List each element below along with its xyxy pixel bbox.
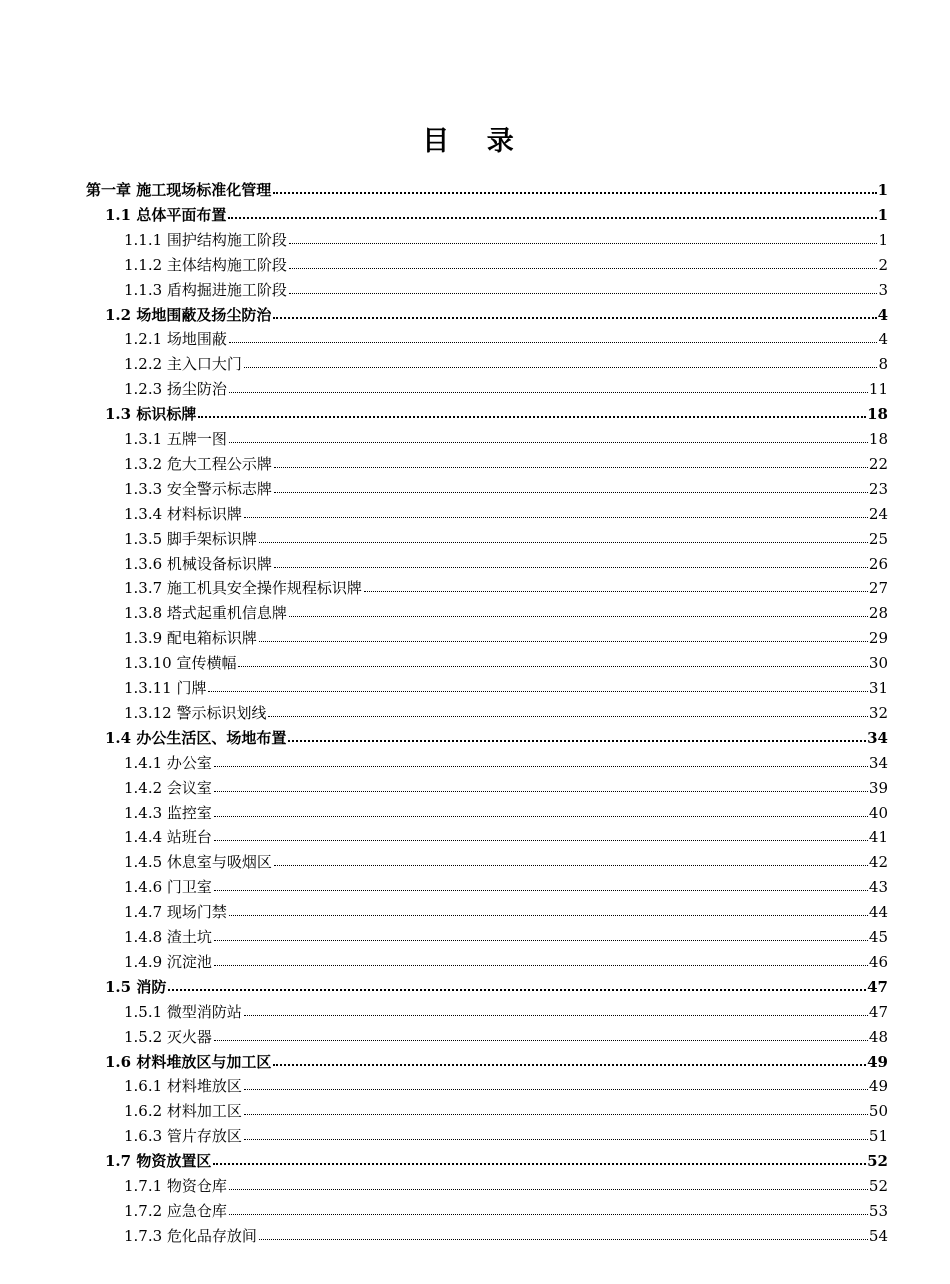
toc-entry-level-3[interactable]: [124, 622, 888, 647]
toc-entry-label: 1.6 材料堆放区与加工区: [105, 1052, 272, 1071]
toc-entry-label: 1.3.9 配电箱标识牌: [124, 629, 257, 648]
toc-entry-label: 1.3.6 机械设备标识牌: [124, 554, 272, 573]
toc-dot-leader: [229, 442, 868, 443]
toc-entry-level-2[interactable]: [105, 398, 888, 423]
toc-dot-leader: [168, 989, 866, 991]
toc-entry-label: 1.5 消防: [105, 977, 167, 996]
toc-entry-label: 1.5.1 微型消防站: [124, 1002, 242, 1021]
toc-entry-page-number: 1: [878, 230, 888, 249]
toc-entry-page-number: 49: [868, 1077, 888, 1096]
toc-entry-level-3[interactable]: [124, 697, 888, 722]
toc-entry-label: 1.4.9 沉淀池: [124, 952, 212, 971]
toc-dot-leader: [214, 965, 868, 966]
toc-dot-leader: [214, 791, 868, 792]
toc-entry-label: 1.4.1 办公室: [124, 753, 212, 772]
toc-entry-level-2[interactable]: [105, 199, 888, 224]
toc-entry-level-3[interactable]: [124, 821, 888, 846]
toc-dot-leader: [273, 192, 876, 194]
toc-dot-leader: [289, 243, 878, 244]
toc-entry-level-3[interactable]: [124, 448, 888, 473]
toc-dot-leader: [289, 616, 868, 617]
toc-dot-leader: [268, 716, 867, 717]
toc-entry-level-3[interactable]: [124, 323, 888, 348]
toc-dot-leader: [229, 342, 878, 343]
toc-entry-level-3[interactable]: [124, 946, 888, 971]
toc-entry-level-3[interactable]: [124, 548, 888, 573]
toc-entry-level-1[interactable]: [86, 174, 888, 199]
toc-entry-level-3[interactable]: [124, 672, 888, 697]
toc-dot-leader: [229, 1214, 868, 1215]
toc-dot-leader: [214, 890, 868, 891]
toc-dot-leader: [229, 1189, 868, 1190]
toc-entry-label: 1.1.3 盾构掘进施工阶段: [124, 280, 287, 299]
toc-entry-level-3[interactable]: [124, 523, 888, 548]
toc-entry-label: 1.3.2 危大工程公示牌: [124, 454, 272, 473]
toc-entry-label: 1.7 物资放置区: [105, 1152, 212, 1171]
toc-dot-leader: [289, 293, 878, 294]
toc-entry-level-2[interactable]: [105, 722, 888, 747]
toc-dot-leader: [244, 1015, 868, 1016]
toc-entry-label: 1.7.3 危化品存放间: [124, 1226, 257, 1245]
toc-dot-leader: [229, 915, 868, 916]
toc-entry-label: 1.1 总体平面布置: [105, 205, 227, 224]
toc-entry-level-3[interactable]: [124, 772, 888, 797]
toc-entry-page-number: 3: [878, 280, 888, 299]
toc-entry-page-number: 11: [868, 380, 888, 399]
toc-entry-level-3[interactable]: [124, 1220, 888, 1245]
toc-entry-page-number: 54: [868, 1226, 888, 1245]
toc-entry-page-number: 44: [868, 903, 888, 922]
toc-entry-page-number: 53: [868, 1201, 888, 1220]
toc-entry-page-number: 52: [868, 1177, 888, 1195]
toc-entry-label: 1.3 标识标牌: [105, 405, 197, 424]
toc-entry-page-number: 25: [868, 529, 888, 548]
toc-entry-page-number: 18: [868, 430, 888, 448]
toc-dot-leader: [198, 416, 866, 418]
toc-entry-label: 1.7.1 物资仓库: [124, 1177, 227, 1195]
toc-entry-label: 1.3.10 宣传横幅: [124, 654, 237, 673]
toc-entry-page-number: 8: [878, 355, 888, 374]
toc-dot-leader: [273, 1064, 866, 1066]
toc-entry-label: 1.4.4 站班台: [124, 828, 212, 847]
toc-entry-level-3[interactable]: [124, 647, 888, 672]
toc-entry-level-3[interactable]: [124, 1095, 888, 1120]
toc-entry-page-number: 24: [868, 504, 888, 523]
toc-entry-page-number: 29: [868, 629, 888, 648]
toc-entry-level-3[interactable]: [124, 1021, 888, 1046]
toc-entry-label: 1.4.2 会议室: [124, 778, 212, 797]
toc-entry-label: 1.3.5 脚手架标识牌: [124, 529, 257, 548]
toc-entry-label: 第一章 施工现场标准化管理: [86, 181, 272, 199]
toc-entry-page-number: 49: [867, 1052, 888, 1071]
toc-dot-leader: [214, 816, 868, 817]
toc-dot-leader: [274, 467, 868, 468]
toc-entry-label: 1.4.7 现场门禁: [124, 903, 227, 922]
toc-entry-level-3[interactable]: [124, 896, 888, 921]
toc-dot-leader: [364, 591, 868, 592]
toc-entry-page-number: 51: [868, 1127, 888, 1146]
toc-dot-leader: [259, 1239, 868, 1240]
toc-entry-page-number: 39: [868, 778, 888, 797]
toc-entry-level-3[interactable]: [124, 1120, 888, 1145]
toc-entry-label: 1.4 办公生活区、场地布置: [105, 728, 287, 747]
toc-entry-label: 1.3.3 安全警示标志牌: [124, 479, 272, 498]
toc-dot-leader: [214, 840, 868, 841]
toc-entry-level-3[interactable]: [124, 473, 888, 498]
toc-dot-leader: [259, 542, 868, 543]
toc-dot-leader: [214, 1040, 868, 1041]
toc-entry-page-number: 30: [868, 654, 888, 673]
toc-entry-page-number: 42: [868, 853, 888, 872]
toc-entry-page-number: 23: [868, 479, 888, 498]
toc-entry-page-number: 34: [867, 728, 888, 747]
toc-entry-level-3[interactable]: [124, 373, 888, 398]
toc-dot-leader: [214, 766, 868, 767]
toc-entry-page-number: 45: [868, 928, 888, 946]
toc-dot-leader: [274, 492, 868, 493]
toc-entry-level-3[interactable]: [124, 224, 888, 249]
toc-dot-leader: [213, 1163, 866, 1165]
toc-entry-page-number: 50: [868, 1102, 888, 1121]
toc-entry-level-2[interactable]: [105, 1046, 888, 1071]
toc-entry-page-number: 47: [868, 1002, 888, 1021]
toc-entry-level-3[interactable]: [124, 846, 888, 871]
toc-entry-page-number: 48: [868, 1027, 888, 1046]
toc-entry-label: 1.2 场地围蔽及扬尘防治: [105, 305, 272, 324]
toc-dot-leader: [244, 1139, 868, 1140]
toc-dot-leader: [214, 940, 868, 941]
toc-entry-page-number: 26: [868, 554, 888, 573]
toc-entry-label: 1.6.1 材料堆放区: [124, 1077, 242, 1096]
toc-dot-leader: [244, 367, 878, 368]
toc-dot-leader: [238, 666, 867, 667]
toc-entry-level-3[interactable]: [124, 871, 888, 896]
toc-entry-page-number: 41: [868, 828, 888, 847]
toc-entry-label: 1.6.3 管片存放区: [124, 1127, 242, 1146]
toc-entry-page-number: 34: [868, 753, 888, 772]
toc-entry-label: 1.4.5 休息室与吸烟区: [124, 853, 272, 872]
toc-entry-page-number: 47: [867, 977, 888, 996]
toc-entry-page-number: 28: [868, 604, 888, 623]
toc-entry-label: 1.4.8 渣土坑: [124, 928, 212, 946]
toc-dot-leader: [288, 740, 866, 742]
toc-entry-level-3[interactable]: [124, 1195, 888, 1220]
toc-entry-label: 1.3.4 材料标识牌: [124, 504, 242, 523]
toc-dot-leader: [228, 217, 876, 219]
toc-entry-level-2[interactable]: [105, 299, 888, 324]
toc-entry-label: 1.2.3 扬尘防治: [124, 380, 227, 399]
toc-dot-leader: [274, 567, 868, 568]
toc-entry-page-number: 2: [878, 255, 888, 274]
toc-entry-level-3[interactable]: [124, 1170, 888, 1195]
toc-entry-label: 1.3.8 塔式起重机信息牌: [124, 604, 287, 623]
toc-entry-label: 1.1.1 围护结构施工阶段: [124, 230, 287, 249]
toc-entry-level-3[interactable]: [124, 747, 888, 772]
toc-entry-page-number: 18: [867, 405, 888, 424]
toc-dot-leader: [289, 268, 878, 269]
toc-entry-level-3[interactable]: [124, 797, 888, 822]
toc-entry-page-number: 32: [868, 703, 888, 722]
toc-entry-level-3[interactable]: [124, 498, 888, 523]
toc-entry-label: 1.6.2 材料加工区: [124, 1102, 242, 1121]
toc-entry-page-number: 22: [868, 454, 888, 473]
toc-dot-leader: [244, 1089, 868, 1090]
toc-dot-leader: [208, 691, 867, 692]
toc-dot-leader: [244, 1114, 868, 1115]
toc-entry-page-number: 4: [878, 330, 888, 349]
toc-entry-level-3[interactable]: [124, 597, 888, 622]
toc-entry-label: 1.2.1 场地围蔽: [124, 330, 227, 349]
toc-entry-page-number: 52: [867, 1152, 888, 1171]
toc-entry-label: 1.3.12 警示标识划线: [124, 703, 267, 722]
toc-dot-leader: [273, 317, 876, 319]
toc-entry-label: 1.3.7 施工机具安全操作规程标识牌: [124, 579, 362, 598]
toc-entry-label: 1.1.2 主体结构施工阶段: [124, 255, 287, 274]
toc-entry-level-3[interactable]: [124, 274, 888, 299]
toc-entry-page-number: 1: [877, 205, 888, 224]
toc-dot-leader: [229, 392, 868, 393]
toc-title: 目 录: [422, 126, 528, 157]
toc-dot-leader: [244, 517, 868, 518]
toc-entry-page-number: 27: [868, 579, 888, 598]
toc-entry-level-2[interactable]: [105, 971, 888, 996]
toc-dot-leader: [274, 865, 868, 866]
toc-entry-label: 1.5.2 灭火器: [124, 1027, 212, 1046]
toc-entry-level-3[interactable]: [124, 348, 888, 373]
toc-entry-label: 1.4.3 监控室: [124, 803, 212, 822]
toc-entry-level-3[interactable]: [124, 921, 888, 946]
toc-entry-level-3[interactable]: [124, 572, 888, 597]
toc-dot-leader: [259, 641, 868, 642]
toc-entry-level-2[interactable]: [105, 1145, 888, 1170]
toc-entry-page-number: 43: [868, 878, 888, 897]
toc-entry-label: 1.3.1 五牌一图: [124, 430, 227, 448]
toc-entry-page-number: 4: [877, 305, 888, 324]
toc-entry-page-number: 1: [877, 181, 888, 199]
toc-entry-level-3[interactable]: [124, 996, 888, 1021]
toc-entry-level-3[interactable]: [124, 423, 888, 448]
toc-entry-page-number: 31: [868, 679, 888, 697]
toc-entry-label: 1.7.2 应急仓库: [124, 1201, 227, 1220]
toc-entry-label: 1.4.6 门卫室: [124, 878, 212, 897]
toc-entry-label: 1.2.2 主入口大门: [124, 355, 242, 374]
toc-entry-page-number: 46: [868, 952, 888, 971]
toc-entry-label: 1.3.11 门牌: [124, 679, 207, 697]
toc-entry-level-3[interactable]: [124, 1070, 888, 1095]
toc-entry-level-3[interactable]: [124, 249, 888, 274]
toc-entry-page-number: 40: [868, 803, 888, 822]
